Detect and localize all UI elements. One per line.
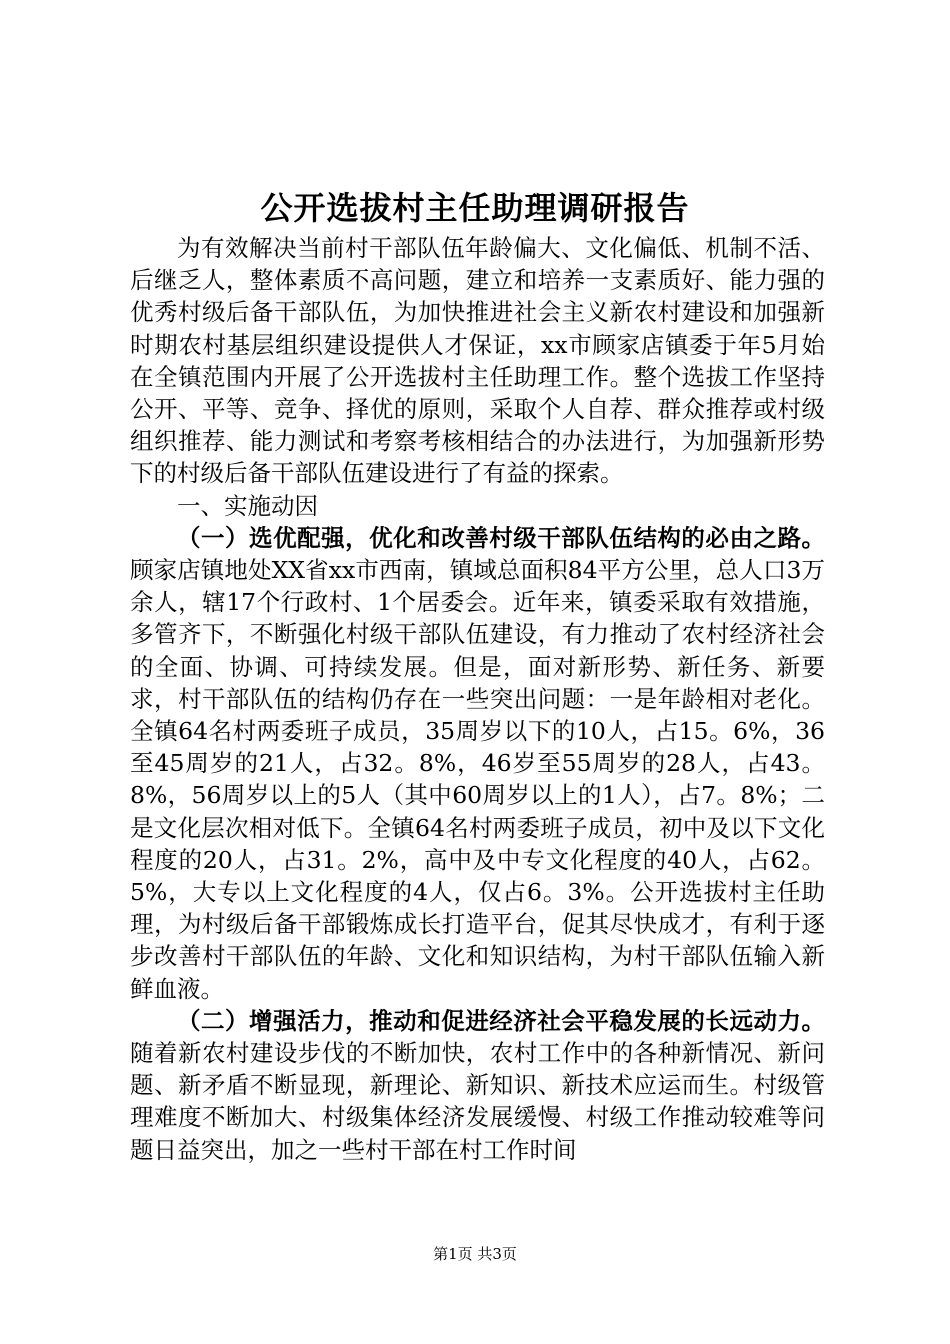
document-title: 公开选拔村主任助理调研报告 <box>260 189 690 227</box>
intro-paragraph: 为有效解决当前村干部队伍年龄偏大、文化偏低、机制不活、后继乏人，整体素质不高问题，建立和培养一支素质好、能力强的优秀村级后备干部队伍，为加快推进社会主义新农村建设和加强新时期农村基层组织建设提供人才保证，xx市顾家店镇委于年5月始在全镇范围内开展了公开选拔村主任助理工作。整个选拔工作坚持公开、平等、竞争、择优的原则，采取个人自荐、群众推荐或村级组织推荐、能力测试和考察考核相结合的办法进行，为加强新形势下的村级后备干部队伍建设进行了有益的探索。 <box>130 234 825 488</box>
paragraph-2 <box>130 1005 825 1166</box>
paragraph-2-lead: （二）增强活力，推动和促进经济社会平稳发展的长远动力。 <box>177 1006 825 1035</box>
paragraph-2-body: 随着新农村建设步伐的不断加快，农村工作中的各种新情况、新问题、新矛盾不断显现，新理论、新知识、新技术应运而生。村级管理难度不断加大、村级集体经济发展缓慢、村级工作推动较难等问题日益突出，加之一些村干部在村工作时间 <box>130 1039 825 1164</box>
page-indicator: 第1页 共3页 <box>433 1245 517 1263</box>
paragraph-1-lead: （一）选优配强，优化和改善村级干部队伍结构的必由之路。 <box>177 523 825 552</box>
paragraph-1 <box>130 522 825 1005</box>
document-body <box>130 232 825 1166</box>
section-heading: 一、实施动因 <box>177 491 318 520</box>
paragraph-1-body: 顾家店镇地处XX省xx市西南，镇域总面积84平方公里，总人口3万余人，辖17个行政村、1个居委会。近年来，镇委采取有效措施，多管齐下，不断强化村级干部队伍建设，有力推动了农村经济社会的全面、协调、可持续发展。但是，面对新形势、新任务、新要求，村干部队伍的结构仍存在一些突出问题：一是年龄相对老化。全镇64名村两委班子成员，35周岁以下的10人，占15。6%，36至45周岁的21人，占32。8%，46岁至55周岁的28人，占43。8%，56周岁以上的5人（其中60周岁以上的1人），占7。8%；二是文化层次相对低下。全镇64名村两委班子成员，初中及以下文化程度的20人，占31。2%，高中及中专文化程度的40人，占62。5%，大专以上文化程度的4人，仅占6。3%。公开选拔村主任助理，为村级后备干部锻炼成长打造平台，促其尽快成才，有利于逐步改善村干部队伍的年龄、文化和知识结构，为村干部队伍输入新鲜血液。 <box>130 556 825 1003</box>
